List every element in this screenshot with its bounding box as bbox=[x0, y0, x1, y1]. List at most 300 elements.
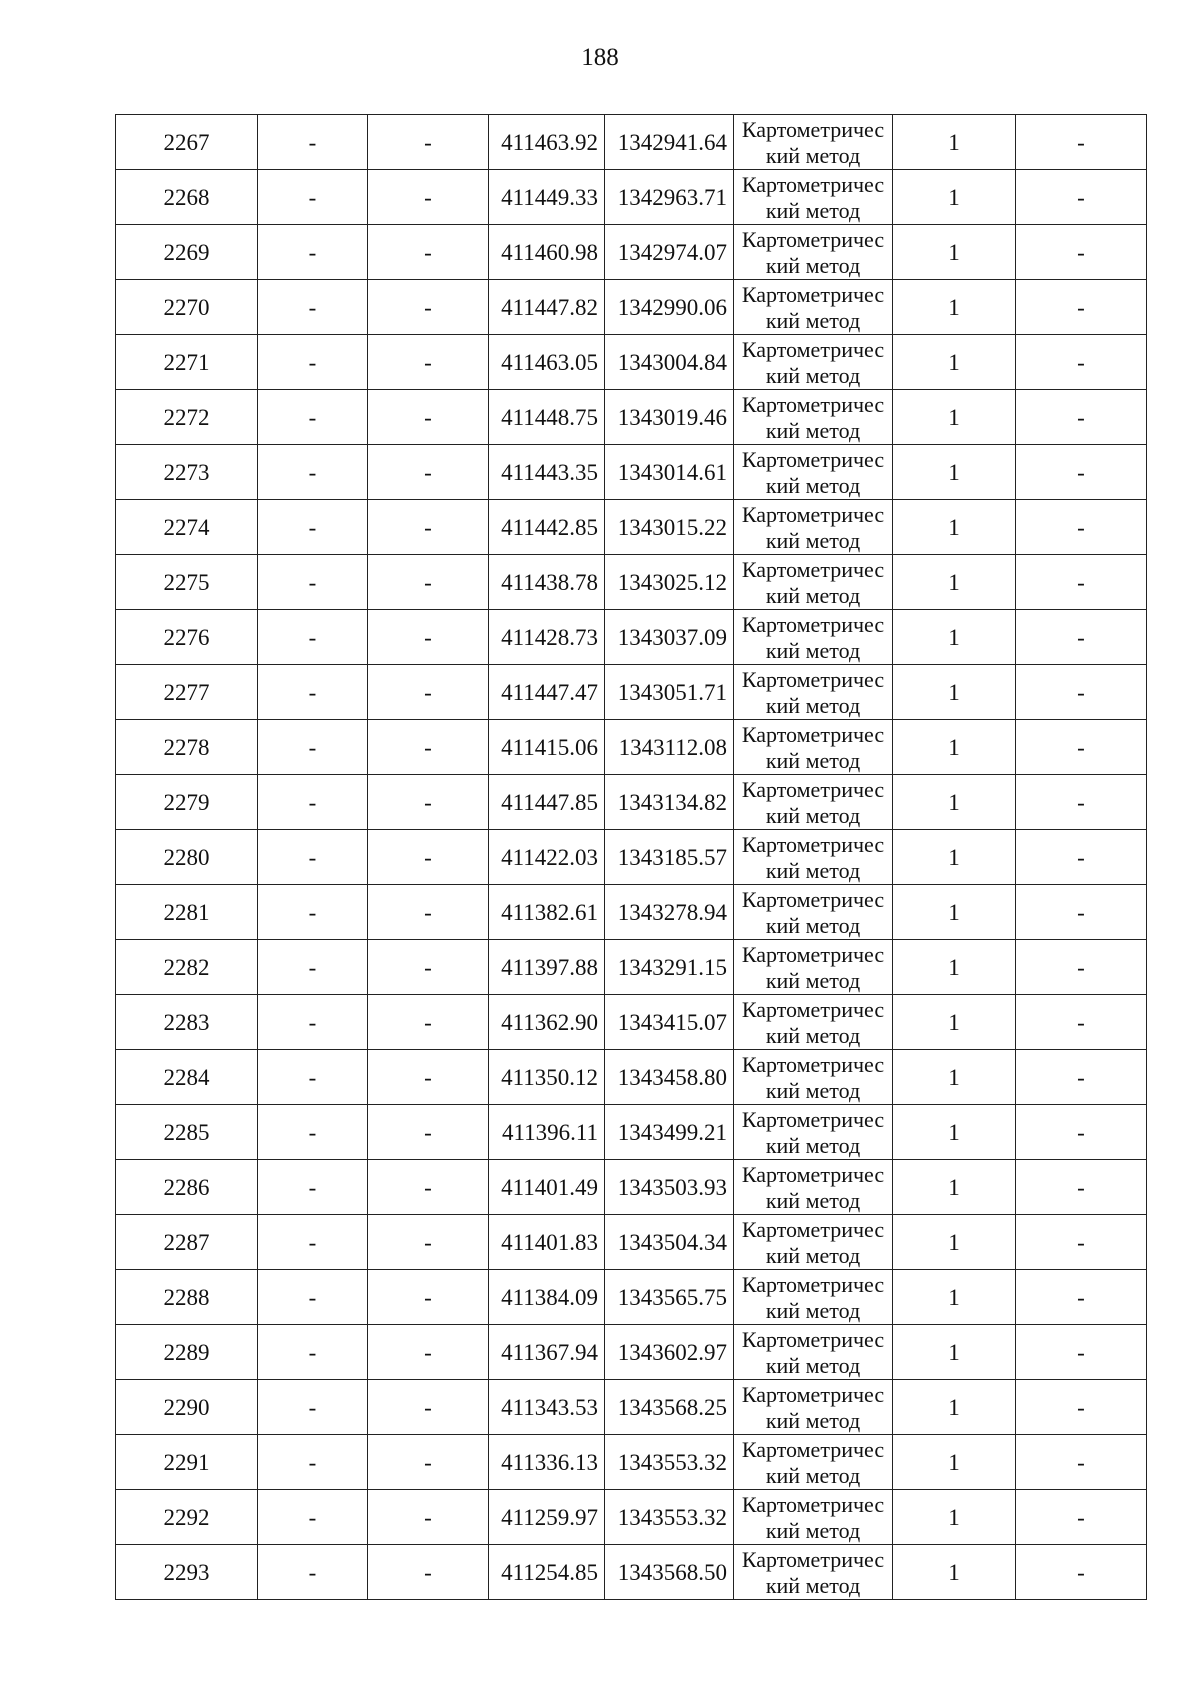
x-coordinate-cell: 411463.05 bbox=[489, 335, 605, 390]
method-line-2: кий метод bbox=[765, 1408, 861, 1433]
method-line-1: Картометричес bbox=[741, 942, 885, 967]
method-line-1: Картометричес bbox=[741, 282, 885, 307]
method-line-2: кий метод bbox=[765, 1133, 861, 1158]
method-line-1: Картометричес bbox=[741, 1272, 885, 1297]
table-row bbox=[116, 1050, 1147, 1105]
method-cell bbox=[734, 830, 893, 885]
method-line-2: кий метод bbox=[765, 913, 861, 938]
col8-cell: - bbox=[1016, 885, 1147, 940]
point-number-cell: 2280 bbox=[116, 830, 258, 885]
method-line-1: Картометричес bbox=[741, 997, 885, 1022]
col3-cell: - bbox=[368, 940, 489, 995]
point-number-cell: 2287 bbox=[116, 1215, 258, 1270]
accuracy-cell: 1 bbox=[893, 115, 1016, 170]
accuracy-cell: 1 bbox=[893, 445, 1016, 500]
coordinates-table bbox=[115, 114, 1147, 1600]
accuracy-cell: 1 bbox=[893, 885, 1016, 940]
point-number-cell: 2283 bbox=[116, 995, 258, 1050]
method-cell bbox=[734, 665, 893, 720]
point-number-cell: 2285 bbox=[116, 1105, 258, 1160]
col8-cell: - bbox=[1016, 1270, 1147, 1325]
x-coordinate-cell: 411343.53 bbox=[489, 1380, 605, 1435]
point-number-cell: 2274 bbox=[116, 500, 258, 555]
accuracy-cell: 1 bbox=[893, 390, 1016, 445]
col2-cell: - bbox=[258, 1380, 368, 1435]
method-cell bbox=[734, 445, 893, 500]
col3-cell: - bbox=[368, 170, 489, 225]
method-line-1: Картометричес bbox=[741, 502, 885, 527]
col3-cell: - bbox=[368, 1490, 489, 1545]
accuracy-cell: 1 bbox=[893, 225, 1016, 280]
method-line-2: кий метод bbox=[765, 198, 861, 223]
table-row bbox=[116, 1380, 1147, 1435]
y-coordinate-cell: 1343458.80 bbox=[605, 1050, 734, 1105]
table-row bbox=[116, 280, 1147, 335]
method-line-1: Картометричес bbox=[741, 777, 885, 802]
y-coordinate-cell: 1343025.12 bbox=[605, 555, 734, 610]
point-number-cell: 2284 bbox=[116, 1050, 258, 1105]
col3-cell: - bbox=[368, 885, 489, 940]
accuracy-cell: 1 bbox=[893, 775, 1016, 830]
point-number-cell: 2272 bbox=[116, 390, 258, 445]
col2-cell: - bbox=[258, 775, 368, 830]
col2-cell: - bbox=[258, 1105, 368, 1160]
col3-cell: - bbox=[368, 555, 489, 610]
method-line-1: Картометричес bbox=[741, 887, 885, 912]
col3-cell: - bbox=[368, 1270, 489, 1325]
col8-cell: - bbox=[1016, 1105, 1147, 1160]
method-line-1: Картометричес bbox=[741, 667, 885, 692]
method-cell bbox=[734, 940, 893, 995]
method-line-2: кий метод bbox=[765, 583, 861, 608]
method-cell bbox=[734, 1325, 893, 1380]
x-coordinate-cell: 411397.88 bbox=[489, 940, 605, 995]
point-number-cell: 2290 bbox=[116, 1380, 258, 1435]
method-cell bbox=[734, 1545, 893, 1600]
method-line-2: кий метод bbox=[765, 1353, 861, 1378]
method-line-2: кий метод bbox=[765, 1078, 861, 1103]
table-row bbox=[116, 830, 1147, 885]
accuracy-cell: 1 bbox=[893, 1545, 1016, 1600]
method-cell bbox=[734, 775, 893, 830]
y-coordinate-cell: 1342990.06 bbox=[605, 280, 734, 335]
method-cell bbox=[734, 335, 893, 390]
accuracy-cell: 1 bbox=[893, 1160, 1016, 1215]
col3-cell: - bbox=[368, 500, 489, 555]
y-coordinate-cell: 1343051.71 bbox=[605, 665, 734, 720]
col2-cell: - bbox=[258, 1270, 368, 1325]
x-coordinate-cell: 411362.90 bbox=[489, 995, 605, 1050]
col8-cell: - bbox=[1016, 775, 1147, 830]
y-coordinate-cell: 1343504.34 bbox=[605, 1215, 734, 1270]
method-line-1: Картометричес bbox=[741, 227, 885, 252]
col3-cell: - bbox=[368, 1215, 489, 1270]
col3-cell: - bbox=[368, 390, 489, 445]
col2-cell: - bbox=[258, 1490, 368, 1545]
col8-cell: - bbox=[1016, 1050, 1147, 1105]
method-line-2: кий метод bbox=[765, 1298, 861, 1323]
point-number-cell: 2279 bbox=[116, 775, 258, 830]
y-coordinate-cell: 1343553.32 bbox=[605, 1490, 734, 1545]
accuracy-cell: 1 bbox=[893, 170, 1016, 225]
method-line-1: Картометричес bbox=[741, 172, 885, 197]
method-line-1: Картометричес bbox=[741, 1327, 885, 1352]
col8-cell: - bbox=[1016, 1545, 1147, 1600]
col2-cell: - bbox=[258, 170, 368, 225]
accuracy-cell: 1 bbox=[893, 1215, 1016, 1270]
point-number-cell: 2288 bbox=[116, 1270, 258, 1325]
point-number-cell: 2273 bbox=[116, 445, 258, 500]
method-line-1: Картометричес bbox=[741, 557, 885, 582]
col3-cell: - bbox=[368, 775, 489, 830]
table-row bbox=[116, 995, 1147, 1050]
point-number-cell: 2275 bbox=[116, 555, 258, 610]
y-coordinate-cell: 1343415.07 bbox=[605, 995, 734, 1050]
x-coordinate-cell: 411384.09 bbox=[489, 1270, 605, 1325]
y-coordinate-cell: 1343112.08 bbox=[605, 720, 734, 775]
y-coordinate-cell: 1342941.64 bbox=[605, 115, 734, 170]
col2-cell: - bbox=[258, 1545, 368, 1600]
method-cell bbox=[734, 1380, 893, 1435]
col8-cell: - bbox=[1016, 225, 1147, 280]
method-line-2: кий метод bbox=[765, 638, 861, 663]
method-cell bbox=[734, 720, 893, 775]
method-line-1: Картометричес bbox=[741, 612, 885, 637]
table-row bbox=[116, 445, 1147, 500]
x-coordinate-cell: 411259.97 bbox=[489, 1490, 605, 1545]
x-coordinate-cell: 411382.61 bbox=[489, 885, 605, 940]
point-number-cell: 2267 bbox=[116, 115, 258, 170]
method-line-2: кий метод bbox=[765, 1243, 861, 1268]
accuracy-cell: 1 bbox=[893, 665, 1016, 720]
point-number-cell: 2286 bbox=[116, 1160, 258, 1215]
point-number-cell: 2278 bbox=[116, 720, 258, 775]
col2-cell: - bbox=[258, 1160, 368, 1215]
accuracy-cell: 1 bbox=[893, 1105, 1016, 1160]
table-row bbox=[116, 775, 1147, 830]
x-coordinate-cell: 411442.85 bbox=[489, 500, 605, 555]
x-coordinate-cell: 411447.85 bbox=[489, 775, 605, 830]
method-cell bbox=[734, 225, 893, 280]
x-coordinate-cell: 411449.33 bbox=[489, 170, 605, 225]
x-coordinate-cell: 411460.98 bbox=[489, 225, 605, 280]
col2-cell: - bbox=[258, 940, 368, 995]
method-line-2: кий метод bbox=[765, 363, 861, 388]
x-coordinate-cell: 411350.12 bbox=[489, 1050, 605, 1105]
col2-cell: - bbox=[258, 1435, 368, 1490]
col8-cell: - bbox=[1016, 445, 1147, 500]
table-row bbox=[116, 720, 1147, 775]
accuracy-cell: 1 bbox=[893, 1050, 1016, 1105]
method-line-2: кий метод bbox=[765, 1188, 861, 1213]
method-cell bbox=[734, 1105, 893, 1160]
col2-cell: - bbox=[258, 280, 368, 335]
col3-cell: - bbox=[368, 1435, 489, 1490]
col3-cell: - bbox=[368, 665, 489, 720]
method-line-2: кий метод bbox=[765, 1573, 861, 1598]
col8-cell: - bbox=[1016, 555, 1147, 610]
col3-cell: - bbox=[368, 1380, 489, 1435]
col8-cell: - bbox=[1016, 280, 1147, 335]
x-coordinate-cell: 411396.11 bbox=[489, 1105, 605, 1160]
col8-cell: - bbox=[1016, 1215, 1147, 1270]
accuracy-cell: 1 bbox=[893, 280, 1016, 335]
x-coordinate-cell: 411415.06 bbox=[489, 720, 605, 775]
col2-cell: - bbox=[258, 720, 368, 775]
method-line-1: Картометричес bbox=[741, 1492, 885, 1517]
x-coordinate-cell: 411443.35 bbox=[489, 445, 605, 500]
method-line-1: Картометричес bbox=[741, 1217, 885, 1242]
method-cell bbox=[734, 115, 893, 170]
method-cell bbox=[734, 500, 893, 555]
col8-cell: - bbox=[1016, 940, 1147, 995]
method-line-1: Картометричес bbox=[741, 447, 885, 472]
x-coordinate-cell: 411463.92 bbox=[489, 115, 605, 170]
col3-cell: - bbox=[368, 1325, 489, 1380]
accuracy-cell: 1 bbox=[893, 940, 1016, 995]
method-line-1: Картометричес bbox=[741, 722, 885, 747]
col2-cell: - bbox=[258, 225, 368, 280]
x-coordinate-cell: 411438.78 bbox=[489, 555, 605, 610]
col8-cell: - bbox=[1016, 1435, 1147, 1490]
col3-cell: - bbox=[368, 830, 489, 885]
col3-cell: - bbox=[368, 335, 489, 390]
col8-cell: - bbox=[1016, 390, 1147, 445]
point-number-cell: 2269 bbox=[116, 225, 258, 280]
accuracy-cell: 1 bbox=[893, 1380, 1016, 1435]
x-coordinate-cell: 411428.73 bbox=[489, 610, 605, 665]
y-coordinate-cell: 1343565.75 bbox=[605, 1270, 734, 1325]
col8-cell: - bbox=[1016, 720, 1147, 775]
method-line-2: кий метод bbox=[765, 968, 861, 993]
method-line-2: кий метод bbox=[765, 1463, 861, 1488]
col2-cell: - bbox=[258, 390, 368, 445]
y-coordinate-cell: 1343015.22 bbox=[605, 500, 734, 555]
method-line-2: кий метод bbox=[765, 418, 861, 443]
point-number-cell: 2289 bbox=[116, 1325, 258, 1380]
col8-cell: - bbox=[1016, 665, 1147, 720]
table-row bbox=[116, 1160, 1147, 1215]
method-cell bbox=[734, 885, 893, 940]
col8-cell: - bbox=[1016, 115, 1147, 170]
col8-cell: - bbox=[1016, 610, 1147, 665]
accuracy-cell: 1 bbox=[893, 830, 1016, 885]
table-row bbox=[116, 1270, 1147, 1325]
method-line-2: кий метод bbox=[765, 528, 861, 553]
x-coordinate-cell: 411367.94 bbox=[489, 1325, 605, 1380]
table-row bbox=[116, 555, 1147, 610]
point-number-cell: 2291 bbox=[116, 1435, 258, 1490]
table-row bbox=[116, 170, 1147, 225]
y-coordinate-cell: 1343602.97 bbox=[605, 1325, 734, 1380]
x-coordinate-cell: 411336.13 bbox=[489, 1435, 605, 1490]
point-number-cell: 2271 bbox=[116, 335, 258, 390]
col2-cell: - bbox=[258, 665, 368, 720]
method-line-1: Картометричес bbox=[741, 392, 885, 417]
col3-cell: - bbox=[368, 280, 489, 335]
method-cell bbox=[734, 610, 893, 665]
x-coordinate-cell: 411401.49 bbox=[489, 1160, 605, 1215]
col8-cell: - bbox=[1016, 500, 1147, 555]
table-row bbox=[116, 225, 1147, 280]
x-coordinate-cell: 411447.47 bbox=[489, 665, 605, 720]
method-line-1: Картометричес bbox=[741, 1547, 885, 1572]
table-row bbox=[116, 665, 1147, 720]
col2-cell: - bbox=[258, 335, 368, 390]
x-coordinate-cell: 411401.83 bbox=[489, 1215, 605, 1270]
col3-cell: - bbox=[368, 1050, 489, 1105]
method-cell bbox=[734, 555, 893, 610]
col2-cell: - bbox=[258, 555, 368, 610]
point-number-cell: 2292 bbox=[116, 1490, 258, 1545]
method-line-1: Картометричес bbox=[741, 1052, 885, 1077]
accuracy-cell: 1 bbox=[893, 555, 1016, 610]
method-cell bbox=[734, 1160, 893, 1215]
method-cell bbox=[734, 1435, 893, 1490]
table-row bbox=[116, 335, 1147, 390]
method-line-2: кий метод bbox=[765, 1023, 861, 1048]
method-line-2: кий метод bbox=[765, 1518, 861, 1543]
col2-cell: - bbox=[258, 1215, 368, 1270]
method-cell bbox=[734, 1270, 893, 1325]
point-number-cell: 2293 bbox=[116, 1545, 258, 1600]
table-row bbox=[116, 1435, 1147, 1490]
method-line-2: кий метод bbox=[765, 308, 861, 333]
x-coordinate-cell: 411422.03 bbox=[489, 830, 605, 885]
method-line-2: кий метод bbox=[765, 693, 861, 718]
method-line-1: Картометричес bbox=[741, 1437, 885, 1462]
point-number-cell: 2281 bbox=[116, 885, 258, 940]
y-coordinate-cell: 1342974.07 bbox=[605, 225, 734, 280]
table-row bbox=[116, 390, 1147, 445]
accuracy-cell: 1 bbox=[893, 1435, 1016, 1490]
col3-cell: - bbox=[368, 610, 489, 665]
accuracy-cell: 1 bbox=[893, 1270, 1016, 1325]
method-line-2: кий метод bbox=[765, 748, 861, 773]
col3-cell: - bbox=[368, 995, 489, 1050]
col2-cell: - bbox=[258, 830, 368, 885]
col8-cell: - bbox=[1016, 1325, 1147, 1380]
col3-cell: - bbox=[368, 115, 489, 170]
y-coordinate-cell: 1343568.25 bbox=[605, 1380, 734, 1435]
col3-cell: - bbox=[368, 720, 489, 775]
table-row bbox=[116, 1105, 1147, 1160]
y-coordinate-cell: 1343499.21 bbox=[605, 1105, 734, 1160]
table-body bbox=[116, 115, 1147, 1600]
accuracy-cell: 1 bbox=[893, 500, 1016, 555]
col8-cell: - bbox=[1016, 335, 1147, 390]
method-cell bbox=[734, 170, 893, 225]
method-line-1: Картометричес bbox=[741, 1382, 885, 1407]
accuracy-cell: 1 bbox=[893, 610, 1016, 665]
accuracy-cell: 1 bbox=[893, 1325, 1016, 1380]
method-line-2: кий метод bbox=[765, 858, 861, 883]
method-line-1: Картометричес bbox=[741, 1107, 885, 1132]
point-number-cell: 2268 bbox=[116, 170, 258, 225]
col8-cell: - bbox=[1016, 1380, 1147, 1435]
method-line-2: кий метод bbox=[765, 803, 861, 828]
table-row bbox=[116, 610, 1147, 665]
y-coordinate-cell: 1343037.09 bbox=[605, 610, 734, 665]
method-cell bbox=[734, 390, 893, 445]
x-coordinate-cell: 411254.85 bbox=[489, 1545, 605, 1600]
col8-cell: - bbox=[1016, 830, 1147, 885]
table-row bbox=[116, 500, 1147, 555]
method-line-1: Картометричес bbox=[741, 337, 885, 362]
point-number-cell: 2282 bbox=[116, 940, 258, 995]
col2-cell: - bbox=[258, 115, 368, 170]
col8-cell: - bbox=[1016, 1490, 1147, 1545]
col3-cell: - bbox=[368, 225, 489, 280]
table-row bbox=[116, 1490, 1147, 1545]
col2-cell: - bbox=[258, 995, 368, 1050]
y-coordinate-cell: 1342963.71 bbox=[605, 170, 734, 225]
method-cell bbox=[734, 995, 893, 1050]
y-coordinate-cell: 1343568.50 bbox=[605, 1545, 734, 1600]
y-coordinate-cell: 1343019.46 bbox=[605, 390, 734, 445]
method-cell bbox=[734, 1490, 893, 1545]
method-line-2: кий метод bbox=[765, 143, 861, 168]
col3-cell: - bbox=[368, 1160, 489, 1215]
accuracy-cell: 1 bbox=[893, 995, 1016, 1050]
col2-cell: - bbox=[258, 500, 368, 555]
method-line-2: кий метод bbox=[765, 473, 861, 498]
table-row bbox=[116, 1325, 1147, 1380]
method-cell bbox=[734, 1050, 893, 1105]
x-coordinate-cell: 411447.82 bbox=[489, 280, 605, 335]
y-coordinate-cell: 1343014.61 bbox=[605, 445, 734, 500]
y-coordinate-cell: 1343278.94 bbox=[605, 885, 734, 940]
point-number-cell: 2270 bbox=[116, 280, 258, 335]
method-cell bbox=[734, 280, 893, 335]
col2-cell: - bbox=[258, 445, 368, 500]
method-line-1: Картометричес bbox=[741, 1162, 885, 1187]
col3-cell: - bbox=[368, 1545, 489, 1600]
table-row bbox=[116, 1215, 1147, 1270]
y-coordinate-cell: 1343004.84 bbox=[605, 335, 734, 390]
method-line-1: Картометричес bbox=[741, 832, 885, 857]
table-row bbox=[116, 115, 1147, 170]
col2-cell: - bbox=[258, 1050, 368, 1105]
page-number: 188 bbox=[581, 44, 619, 71]
accuracy-cell: 1 bbox=[893, 1490, 1016, 1545]
accuracy-cell: 1 bbox=[893, 720, 1016, 775]
y-coordinate-cell: 1343291.15 bbox=[605, 940, 734, 995]
y-coordinate-cell: 1343185.57 bbox=[605, 830, 734, 885]
x-coordinate-cell: 411448.75 bbox=[489, 390, 605, 445]
col2-cell: - bbox=[258, 1325, 368, 1380]
col2-cell: - bbox=[258, 885, 368, 940]
method-cell bbox=[734, 1215, 893, 1270]
accuracy-cell: 1 bbox=[893, 335, 1016, 390]
method-line-2: кий метод bbox=[765, 253, 861, 278]
y-coordinate-cell: 1343134.82 bbox=[605, 775, 734, 830]
col8-cell: - bbox=[1016, 995, 1147, 1050]
col3-cell: - bbox=[368, 1105, 489, 1160]
table-row bbox=[116, 885, 1147, 940]
method-line-1: Картометричес bbox=[741, 117, 885, 142]
col3-cell: - bbox=[368, 445, 489, 500]
table-row bbox=[116, 1545, 1147, 1600]
col8-cell: - bbox=[1016, 1160, 1147, 1215]
col8-cell: - bbox=[1016, 170, 1147, 225]
table-row bbox=[116, 940, 1147, 995]
point-number-cell: 2277 bbox=[116, 665, 258, 720]
col2-cell: - bbox=[258, 610, 368, 665]
y-coordinate-cell: 1343553.32 bbox=[605, 1435, 734, 1490]
point-number-cell: 2276 bbox=[116, 610, 258, 665]
y-coordinate-cell: 1343503.93 bbox=[605, 1160, 734, 1215]
